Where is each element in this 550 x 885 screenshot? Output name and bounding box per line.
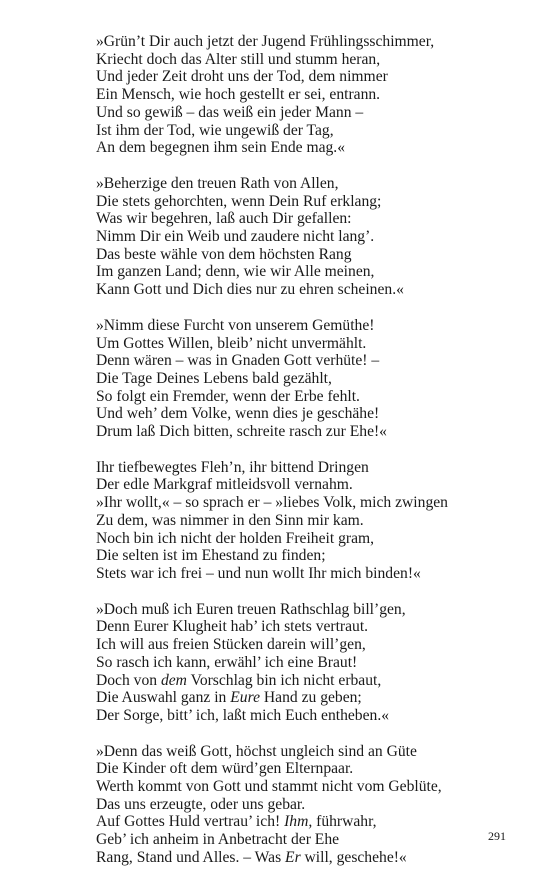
verse-line: Stets war ich frei – und nun wollt Ihr mich binden!« xyxy=(96,564,421,582)
verse-line xyxy=(96,689,536,707)
verse-text: Doch von xyxy=(96,671,161,689)
verse-line: Zu dem, was nimmer in den Sinn mir kam. xyxy=(96,511,364,529)
stanza xyxy=(96,743,536,867)
verse-line: Ist ihm der Tod, wie ungewiß der Tag, xyxy=(96,121,334,139)
emphasized-word: Ihm, xyxy=(284,813,313,831)
verse-line: Ein Mensch, wie hoch gestellt er sei, entrann. xyxy=(96,86,381,104)
stanza xyxy=(96,601,536,725)
verse-line: Der edle Markgraf mitleidsvoll vernahm. xyxy=(96,476,353,494)
verse-line: Werth kommt von Gott und stammt nicht vom Geblüte, xyxy=(96,778,442,796)
verse-line: Die Tage Deines Lebens bald gezählt, xyxy=(96,369,332,387)
verse-line: Und so gewiß – das weiß ein jeder Mann – xyxy=(96,103,364,121)
verse-line: Nimm Dir ein Weib und zaudere nicht lang’. xyxy=(96,228,375,246)
verse-line: Die stets gehorchten, wenn Dein Ruf erklang; xyxy=(96,192,382,210)
verse-line: Ich will aus freien Stücken darein will’gen, xyxy=(96,636,366,654)
verse-line: Die Kinder oft dem würd’gen Elternpaar. xyxy=(96,760,354,778)
verse-line: So folgt ein Fremder, wenn der Erbe fehlt. xyxy=(96,387,360,405)
verse-text: Vorschlag bin ich nicht erbaut, xyxy=(186,671,382,689)
verse-line xyxy=(96,813,536,831)
emphasized-word: Eure xyxy=(230,689,260,707)
verse-line: »Doch muß ich Euren treuen Rathschlag bill’gen, xyxy=(96,600,406,618)
verse-line: Kann Gott und Dich dies nur zu ehren scheinen.« xyxy=(96,281,404,299)
verse-line: »Grün’t Dir auch jetzt der Jugend Frühlingsschimmer, xyxy=(96,33,435,50)
verse-line: Die selten ist im Ehestand zu finden; xyxy=(96,547,326,565)
verse-text: Auf Gottes Huld vertrau’ ich! xyxy=(96,813,285,831)
verse-line: Um Gottes Willen, bleib’ nicht unvermählt. xyxy=(96,334,367,352)
verse-line: Das beste wähle von dem höchsten Rang xyxy=(96,245,352,263)
verse-line: An dem begegnen ihm sein Ende mag.« xyxy=(96,139,346,157)
verse-line: Kriecht doch das Alter still und stumm heran, xyxy=(96,50,381,68)
stanza xyxy=(96,459,536,583)
verse-line: »Ihr wollt,« – so sprach er – »liebes Volk, mich zwingen xyxy=(96,494,448,512)
emphasized-word: dem xyxy=(160,671,187,689)
stanza xyxy=(96,175,536,299)
verse-line: Denn Eurer Klugheit hab’ ich stets vertraut. xyxy=(96,618,369,636)
verse-text: Rang, Stand und Alles. – Was xyxy=(96,848,286,866)
verse-line: »Beherzige den treuen Rath von Allen, xyxy=(96,174,339,192)
page-number: 291 xyxy=(488,829,506,843)
verse-text: will, geschehe!« xyxy=(300,848,407,866)
poem-body xyxy=(96,33,536,885)
verse-line: Geb’ ich anheim in Anbetracht der Ehe xyxy=(96,831,340,849)
verse-line: »Denn das weiß Gott, höchst ungleich sind an Güte xyxy=(96,742,417,760)
stanza xyxy=(96,317,536,441)
verse-line: Ihr tiefbewegtes Fleh’n, ihr bittend Dringen xyxy=(96,458,369,476)
verse-line: Und weh’ dem Volke, wenn dies je geschähe! xyxy=(96,405,380,423)
verse-line: Drum laß Dich bitten, schreite rasch zur Ehe!« xyxy=(96,423,387,441)
verse-text: Die Auswahl ganz in xyxy=(96,689,231,707)
verse-line xyxy=(96,849,536,867)
verse-line: »Nimm diese Furcht von unserem Gemüthe! xyxy=(96,316,375,334)
verse-line: Im ganzen Land; denn, wie wir Alle meinen, xyxy=(96,263,375,281)
verse-line: Und jeder Zeit droht uns der Tod, dem nimmer xyxy=(96,68,388,86)
verse-text: Hand zu geben; xyxy=(260,689,362,707)
stanza xyxy=(96,33,536,157)
verse-line xyxy=(96,672,536,690)
verse-line: Noch bin ich nicht der holden Freiheit gram, xyxy=(96,529,375,547)
emphasized-word: Er xyxy=(285,848,301,866)
verse-line: Denn wären – was in Gnaden Gott verhüte! – xyxy=(96,352,380,370)
verse-line: Was wir begehren, laß auch Dir gefallen: xyxy=(96,210,352,228)
verse-line: Der Sorge, bitt’ ich, laßt mich Euch entheben.« xyxy=(96,706,390,724)
verse-text: führwahr, xyxy=(312,813,377,831)
verse-line: So rasch ich kann, erwähl’ ich eine Braut! xyxy=(96,653,358,671)
verse-line: Das uns erzeugte, oder uns gebar. xyxy=(96,795,306,813)
